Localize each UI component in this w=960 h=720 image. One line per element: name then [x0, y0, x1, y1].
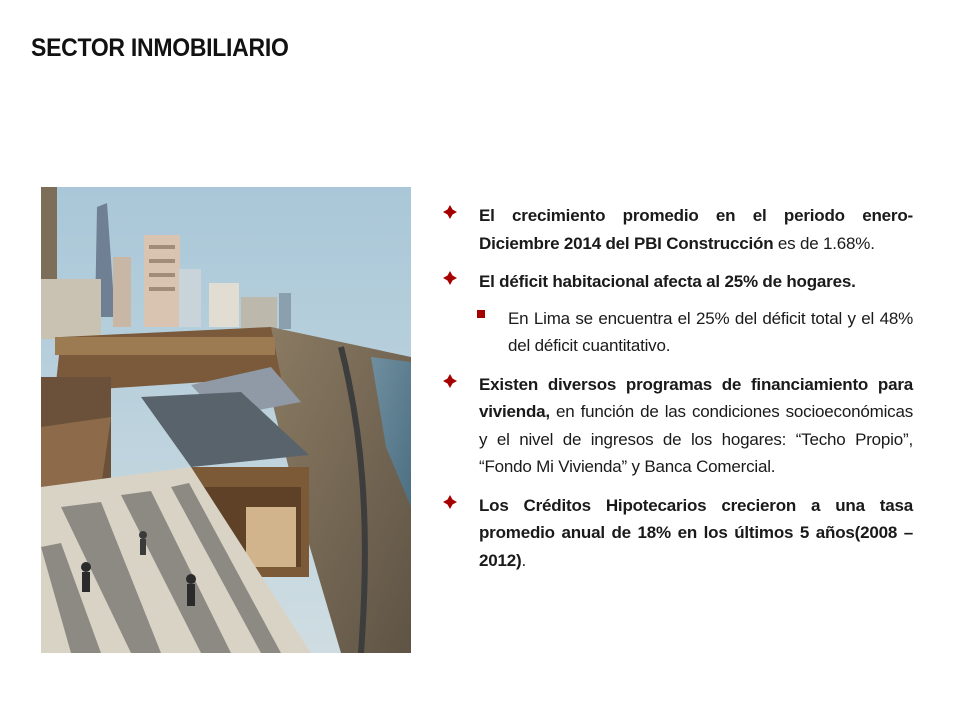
coastal-building-photo — [41, 187, 411, 653]
bullet-text — [479, 202, 913, 257]
bullet-item — [440, 202, 913, 257]
bullet-bold-text: Existen diversos programas de financiamiento para vivienda, — [479, 374, 913, 421]
diamond-bullet-icon — [442, 494, 458, 510]
bullet-text — [479, 371, 913, 481]
diamond-bullet-icon — [442, 373, 458, 389]
bullet-text — [479, 268, 913, 296]
bullet-item — [440, 371, 913, 481]
diamond-bullet-icon — [442, 204, 458, 220]
square-bullet-icon — [477, 310, 485, 318]
bullet-bold-text: El déficit habitacional afecta al 25% de hogares. — [479, 272, 856, 291]
bullet-normal-text: en función de las condiciones socioeconómicas y el nivel de ingresos de los hogares: “Techo Propio”, “Fondo Mi Vivienda” y Banca Comercial. — [479, 402, 913, 476]
bullet-normal-text: En Lima se encuentra el 25% del déficit total y el 48% del déficit cuantitativo. — [508, 308, 913, 355]
bullet-bold-text: Los Créditos Hipotecarios crecieron a una tasa promedio anual de 18% en los últimos 5 años(2008 – 2012) — [479, 495, 913, 570]
bullet-item — [440, 268, 913, 296]
bullet-text — [479, 492, 913, 575]
bullet-list — [440, 202, 913, 585]
diamond-bullet-icon — [442, 270, 458, 286]
bullet-normal-text: es de 1.68%. — [773, 233, 875, 253]
bullet-text — [508, 305, 913, 360]
bullet-normal-text: . — [521, 550, 527, 570]
bullet-item — [440, 492, 913, 575]
bullet-bold-text: El crecimiento promedio en el periodo enero- Diciembre 2014 del PBI Construcción — [479, 206, 913, 253]
sub-bullet-item — [440, 305, 913, 360]
slide-title: SECTOR INMOBILIARIO — [31, 34, 289, 62]
